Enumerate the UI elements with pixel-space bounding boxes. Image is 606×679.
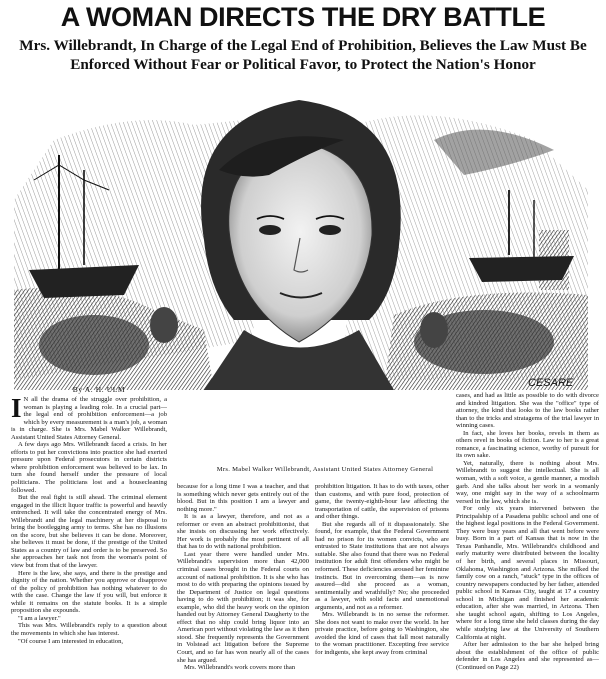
- paragraph-text: N all the drama of the struggle over prohibition, a woman is playing a leading role. In a crucial part—the legal end of prohibition enforcement—a job which by every measurement is a man's job, a woman is in charge. She is Mrs. Mabel Walker Willebrandt, Assistant United States Attorney General.: [11, 396, 167, 441]
- artist-signature: CESARE: [528, 377, 574, 389]
- article-column-1: [11, 396, 167, 679]
- illustration-drawing: [14, 80, 588, 390]
- photo-caption: Mrs. Mabel Walker Willebrandt, Assistant United States Attorney General: [216, 466, 434, 473]
- deck-subheadline: Mrs. Willebrandt, In Charge of the Legal End of Prohibition, Believes the Law Must Be Enforced Without Fear or Political Favor, to Protect the Nation's Honor: [19, 37, 587, 73]
- paragraph: [11, 396, 167, 441]
- headline: A WOMAN DIRECTS THE DRY BATTLE: [60, 2, 546, 32]
- paragraph: Mrs. Willebrandt's work covers more than: [184, 664, 296, 672]
- paragraph: But the real fight is still ahead. The criminal element engaged in the illicit liquor traffic is powerful and heavily entrenched. It will take the concentrated energy of Mrs. Willebrandt and the legal machinery at her disposal to bring the bootlegging army to terms. She has no illusions on the score, but she believes it can be done. Moreover, she believes it must be done, if the prestige of the United States as a country of law and order is to be preserved. So she approaches her task not from the woman's point of view but from that of the lawyer.: [11, 494, 167, 570]
- paragraph: prohibition litigation. It has to do with taxes, other than customs, and with pure food, protection of game, the twenty-eighth-hour law affecting the transportation of cattle, the supervision of prisons and other things.: [315, 483, 449, 521]
- illustration: [14, 80, 588, 390]
- paragraph: Mrs. Willebrandt is in no sense the reformer. She does not want to make over the world. In her private practice, before going to Washington, she avoided the kind of cases that fall most naturally to the woman practitioner. Excepting free service for indigents, she kept away from criminal: [315, 611, 449, 657]
- article-column-3: [315, 483, 449, 679]
- paragraph: After her admission to the bar she helped bring about the establishment of the office of public defender in Los Angeles and she represented as—(Continued on Page 22): [456, 641, 599, 671]
- drop-cap: I: [11, 396, 22, 423]
- paragraph: Here is the law, she says, and there is the prestige and dignity of the nation. Whether you approve or disapprove of the policy of prohibition has nothing whatever to do with the case. Change the law if you will, but enforce it while it remains on the statute books. It is a simple proposition she expounds.: [11, 569, 167, 615]
- paragraph: A few days ago Mrs. Willebrandt faced a crisis. In her efforts to put her convictions into practice she had exerted pressure upon Federal prosecutors in certain districts where prohibition enforcement was believed to be lax. In turn she found herself under the pressure of local politicians. The politicians lost and a housecleaning followed.: [11, 441, 167, 494]
- byline: By A. H. ULM: [72, 385, 126, 394]
- article-column-2: [177, 483, 309, 679]
- paragraph: But she regards all of it dispassionately. She found, for example, that the Federal Government had no prison for its women convicts, who are entrusted to State institutions that are not always suitable. She also found that there was no Federal institution for adult first offenders who might be reformed. These deficiencies aroused her feminine instincts. But in overcoming them—as is now assured—did she proceed as a woman, sentimentally and wrathfully? No; she proceeded as a lawyer, with solid facts and unemotional arguments, and not as a reformer.: [315, 520, 449, 611]
- paragraph: In fact, she loves her books, revels in them as others revel in books of fiction. Law to her is a great romance, a fascinating science, worthy of pursuit for its own sake.: [456, 429, 599, 460]
- paragraph: because for a long time I was a teacher, and that is something which never gets entirely out of the blood. But in this position I am a lawyer and nothing more.": [177, 483, 309, 513]
- paragraph: It is as a lawyer, therefore, and not as a reformer or even an abstract prohibitionist, that she insists on discussing her work effectively. Her work is probably the most pertinent of all that has to do with national prohibition.: [177, 513, 309, 551]
- paragraph: "I am a lawyer.": [18, 614, 61, 622]
- paragraph: cases, and had as little as possible to do with divorce and kindred litigation. She was the "office" type of attorney, the kind that looks to the law books rather than to the tricks and stratagems of the trial lawyer in winning cases.: [456, 392, 599, 430]
- paragraph: For only six years intervened between the Principalship of a Pasadena public school and one of the highest legal positions in the Federal Government. They were busy years and all that went before were busy. Born in a part of Kansas that is now in the Texas Panhandle, Mrs. Willebrandt's childhood and early maturity were distributed between the locality of her birth, and several places in Missouri, Oklahoma, Washington and Arizona. She milked the family cow on a ranch, "stuck" type in the offices of country newspapers conducted by her father, attended public school in Kansas City, taught at 17 a country school in Michigan and finished her academic education, after she was married, in Arizona. Then she taught school again, shifting to Los Angeles, where for a long time she held classes during the day while studying law at the University of Southern California at night.: [456, 505, 599, 641]
- paragraph: Last year there were handled under Mrs. Willebrandt's supervision more than 42,000 criminal cases brought in the Federal courts on account of national prohibition. It is she who has most to do with preparing the opinions issued by the Department of Justice on legal questions having to do with prohibition; it was she, for example, who did the heavy work on the opinion handed out by Attorney General Daugherty to the effect that no ship could bring liquor into an American port without violating the law as it then stood. She frequently represents the Government in Volstead act litigation before the Supreme Court, and so far has won nearly all of the cases she has argued.: [177, 550, 309, 664]
- paragraph: Yet, naturally, there is nothing about Mrs. Willebrandt to suggest the intellectual. She is all woman, with a soft voice, a gentle manner, a modish garb. And she talks about her work in a womanly way, one might say in the way of a schoolmarm versed in the law, which she is.: [456, 459, 599, 505]
- paragraph: "Of course I am interested in education,: [18, 637, 124, 645]
- article-column-4: [456, 392, 599, 679]
- paragraph: This was Mrs. Willebrandt's reply to a question about the movements in which she has interest.: [11, 622, 167, 637]
